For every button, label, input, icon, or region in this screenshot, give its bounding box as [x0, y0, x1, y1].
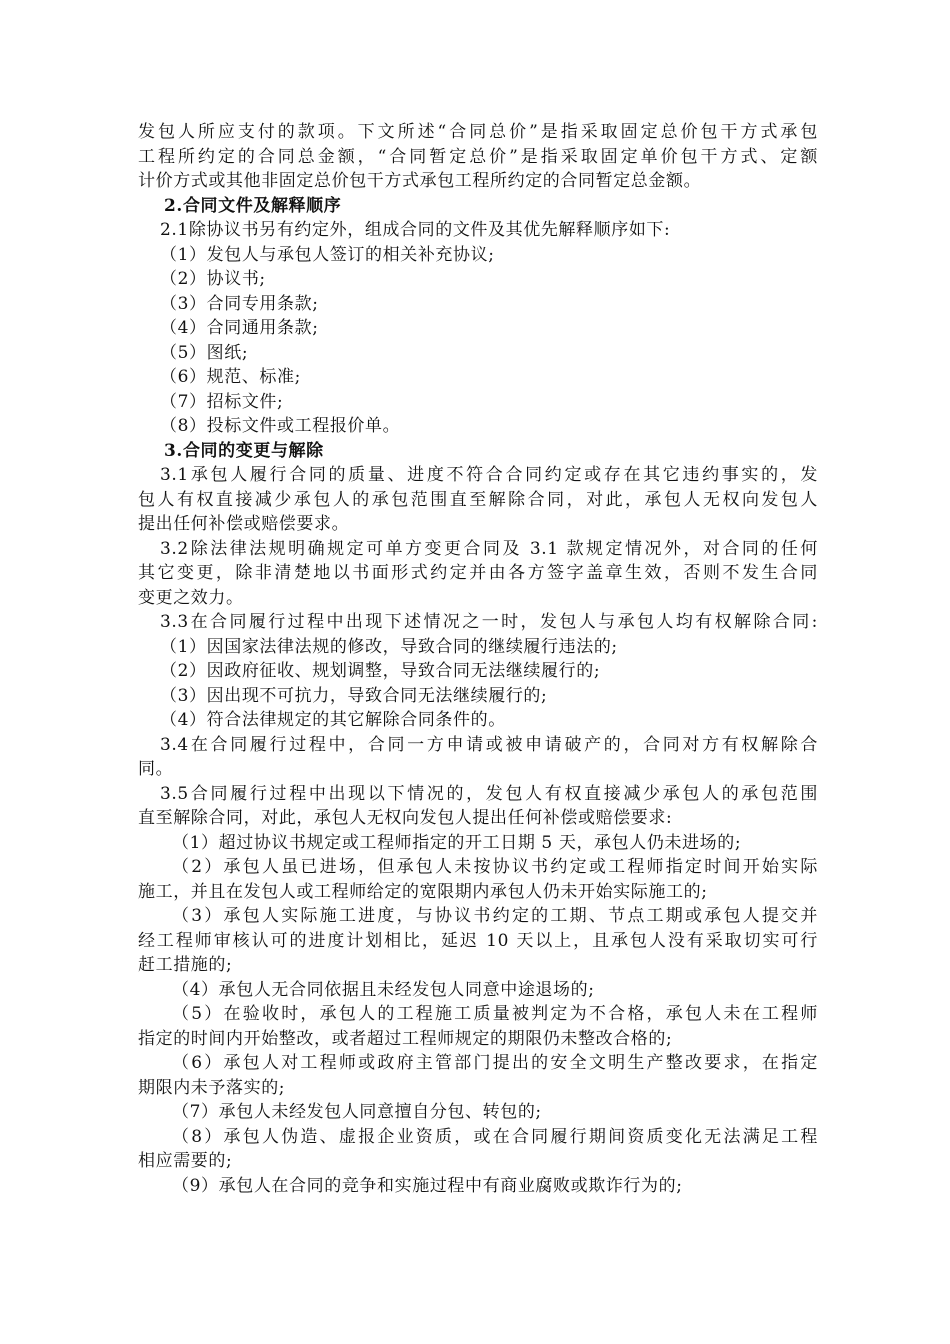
text-line: （4）合同通用条款; — [160, 318, 319, 338]
text-line: 包人有权直接减少承包人的承包范围直至解除合同，对此，承包人无权向发包人 — [138, 489, 818, 510]
text-line: （1）超过协议书规定或工程师指定的开工日期 5 天，承包人仍未进场的; — [172, 832, 742, 853]
text-line: 指定的时间内开始整改，或者超过工程师规定的期限仍未整改合格的; — [138, 1028, 673, 1049]
text-line: 其它变更，除非清楚地以书面形式约定并由各方签字盖章生效，否则不发生合同 — [138, 563, 818, 583]
text-line: （7）承包人未经发包人同意擅自分包、转包的; — [172, 1102, 542, 1122]
text-line: （7）招标文件; — [160, 391, 284, 412]
text-line: 3.2除法律法规明确规定可单方变更合同及 3.1 款规定情况外，对合同的任何 — [160, 538, 818, 559]
text-line: （2）协议书; — [160, 269, 266, 289]
text-line: 3.4在合同履行过程中，合同一方申请或被申请破产的，合同对方有权解除合 — [160, 734, 818, 755]
text-line: （3）因出现不可抗力，导致合同无法继续履行的; — [160, 685, 548, 706]
text-line: 3.3在合同履行过程中出现下述情况之一时，发包人与承包人均有权解除合同: — [160, 612, 818, 632]
text-line: （6）规范、标准; — [160, 367, 301, 387]
text-line: 同。 — [138, 759, 174, 779]
text-line: （5）图纸; — [160, 342, 249, 363]
text-line: （4）符合法律规定的其它解除合同条件的。 — [160, 710, 506, 730]
text-line: （4）承包人无合同依据且未经发包人同意中途退场的; — [172, 979, 595, 1000]
text-line: 提出任何补偿或赔偿要求。 — [138, 514, 350, 534]
section-heading: 3.合同的变更与解除 — [164, 440, 324, 461]
text-line: （2）因政府征收、规划调整，导致合同无法继续履行的; — [160, 661, 601, 681]
text-line: 直至解除合同，对此，承包人无权向发包人提出任何补偿或赔偿要求: — [138, 808, 673, 828]
text-line: （3）合同专用条款; — [160, 293, 319, 314]
text-line: 施工，并且在发包人或工程师给定的宽限期内承包人仍未开始实际施工的; — [138, 881, 708, 902]
text-line: （6）承包人对工程师或政府主管部门提出的安全文明生产整改要求，在指定 — [172, 1053, 818, 1073]
text-line: 3.5合同履行过程中出现以下情况的，发包人有权直接减少承包人的承包范围 — [160, 783, 818, 804]
text-line: 计价方式或其他非固定总价包干方式承包工程所约定的合同暂定总金额。 — [138, 171, 702, 191]
text-line: 3.1承包人履行合同的质量、进度不符合合同约定或存在其它违约事实的，发 — [160, 465, 818, 485]
section-heading: 2.合同文件及解释顺序 — [164, 195, 342, 216]
text-line: （3）承包人实际施工进度，与协议书约定的工期、节点工期或承包人提交并 — [172, 906, 818, 926]
document-body — [138, 120, 818, 1198]
text-line: 发包人所应支付的款项。下文所述“合同总价”是指采取固定总价包干方式承包 — [138, 122, 818, 142]
text-line: 经工程师审核认可的进度计划相比，延迟 10 天以上，且承包人没有采取切实可行 — [138, 930, 818, 951]
text-line: 变更之效力。 — [138, 587, 244, 608]
text-line: （8）承包人伪造、虚报企业资质，或在合同履行期间资质变化无法满足工程 — [172, 1126, 818, 1147]
text-line: 期限内未予落实的; — [138, 1077, 286, 1098]
text-line: 相应需要的; — [138, 1151, 233, 1171]
text-line: （2）承包人虽已进场，但承包人未按协议书约定或工程师指定时间开始实际 — [172, 857, 818, 877]
text-line: （5）在验收时，承包人的工程施工质量被判定为不合格，承包人未在工程师 — [172, 1004, 818, 1024]
text-line: 2.1除协议书另有约定外，组成合同的文件及其优先解释顺序如下: — [160, 220, 671, 240]
text-line: （1）发包人与承包人签订的相关补充协议; — [160, 244, 495, 265]
text-line: （9）承包人在合同的竞争和实施过程中有商业腐败或欺诈行为的; — [172, 1175, 683, 1196]
text-line: （1）因国家法律法规的修改，导致合同的继续履行违法的; — [160, 636, 618, 657]
text-line: 工程所约定的合同总金额，“合同暂定总价”是指采取固定单价包干方式、定额 — [138, 146, 818, 167]
text-line: 赶工措施的; — [138, 955, 233, 975]
text-line: （8）投标文件或工程报价单。 — [160, 416, 401, 436]
